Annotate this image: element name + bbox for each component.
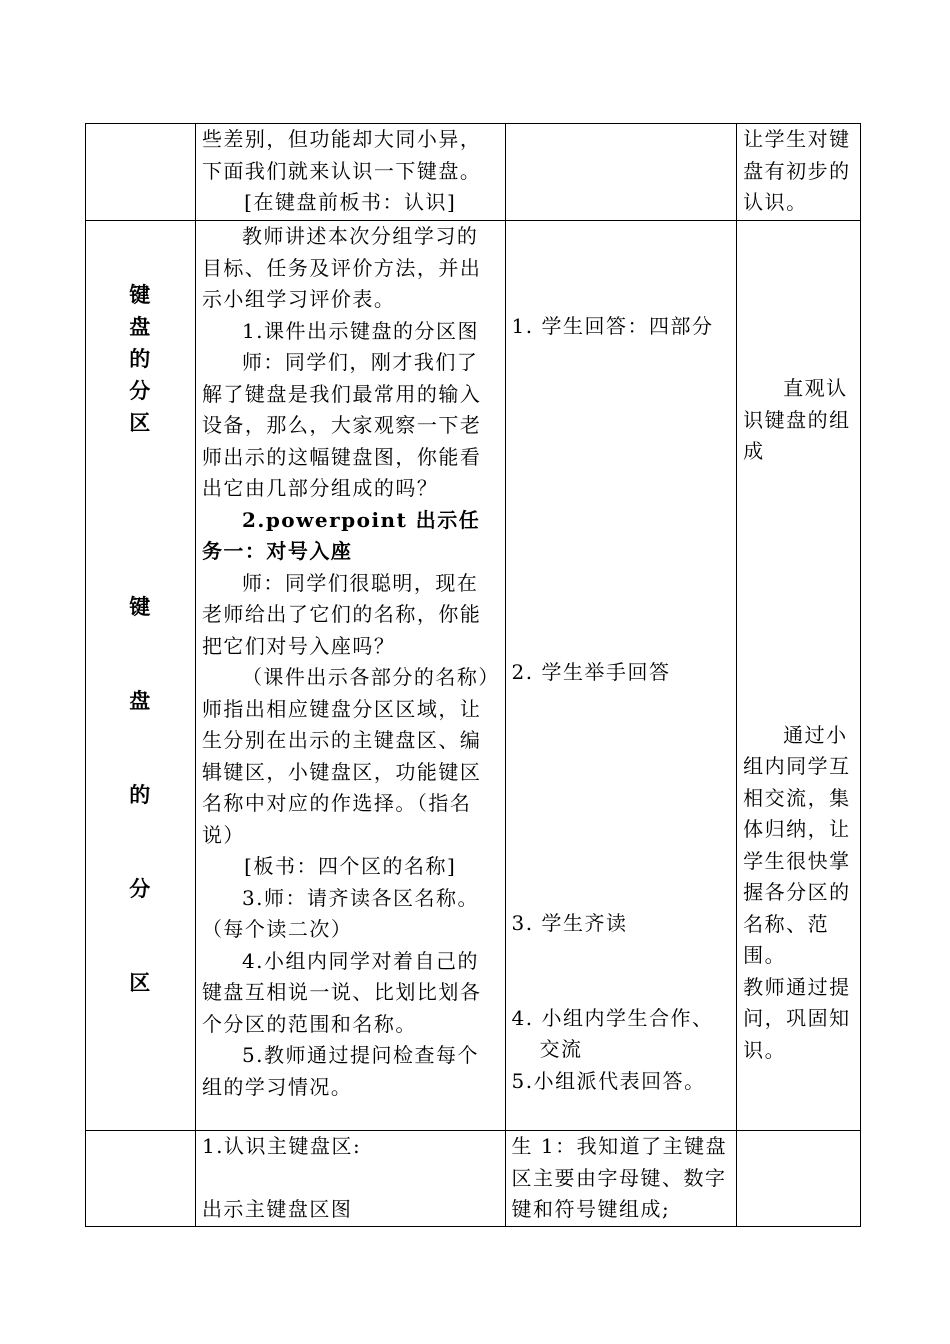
task-heading: 2.powerpoint 出示任务一：对号入座: [201, 507, 481, 563]
table-row: [86, 221, 861, 1131]
student-response: 2. 学生举手回答: [511, 659, 671, 684]
teacher-activity-cell: [195, 124, 505, 221]
text-line: 让学生对键: [743, 127, 851, 151]
paragraph: 师：同学们，刚才我们了解了键盘是我们最常用的输入设备，那么，大家观察一下老师出示的这幅键盘图，你能看出它由几部分组成的吗？: [201, 350, 482, 500]
student-response: 1. 学生回答：四部分: [511, 314, 714, 338]
table-row: [86, 1131, 861, 1227]
stage-cell: [86, 221, 196, 1131]
student-response: 3. 学生齐读: [511, 911, 628, 935]
text-line: 1.认识主键盘区:: [201, 1134, 362, 1158]
design-intent-cell: [737, 221, 861, 1131]
student-response: 生 1：我知道了主键盘区主要由字母键、数字键和符号键组成;: [511, 1134, 728, 1221]
stage-label-bottom: 键 盘 的 分 区: [129, 594, 152, 995]
board-note: [板书：四个区的名称]: [244, 854, 457, 878]
student-activity-cell: [505, 124, 737, 221]
text-line: 出示主键盘区图: [201, 1197, 353, 1221]
text-line: 认识。: [743, 190, 808, 214]
paragraph: 教师讲述本次分组学习的目标、任务及评价方法，并出示小组学习评价表。: [201, 224, 482, 311]
paragraph: 1.课件出示键盘的分区图: [241, 318, 480, 343]
student-response: 5.小组派代表回答。: [511, 1068, 706, 1093]
text-line: 下面我们就来认识一下键盘。: [201, 158, 482, 183]
paragraph: （课件出示各部分的名称）师指出相应键盘分区区域，让生分别在出示的主键盘区、编辑键区，小键盘区，功能键区名称中对应的作选择。（指名说）: [201, 665, 490, 847]
stage-label-top: 键 盘 的 分 区: [129, 282, 152, 435]
paragraph: 5.教师通过提问检查每个组的学习情况。: [201, 1043, 480, 1099]
teacher-activity-cell: [195, 221, 505, 1131]
paragraph: 师：同学们很聪明，现在老师给出了它们的名称，你能把它们对号入座吗？: [201, 570, 482, 658]
design-intent-cell: [737, 124, 861, 221]
intent-text: 直观认识键盘的组成: [743, 376, 851, 463]
paragraph: 3.师：请齐读各区名称。（每个读二次）: [201, 885, 480, 941]
student-activity-cell: [505, 221, 737, 1131]
paragraph: 4.小组内同学对着自己的键盘互相说一说、比划比划各个分区的范围和名称。: [201, 948, 482, 1036]
board-note: [在键盘前板书：认识]: [244, 190, 457, 214]
teacher-activity-cell: [195, 1131, 505, 1227]
stage-cell: [86, 1131, 196, 1227]
table-row: [86, 124, 861, 221]
intent-text: 通过小组内同学互相交流，集体归纳，让学生很快掌握各分区的名称、范围。: [743, 722, 851, 967]
student-response: 4. 小组内学生合作、交流: [511, 1005, 714, 1061]
text-line: 盘有初步的: [743, 158, 851, 183]
lesson-plan-table: [85, 123, 861, 1227]
text-line: 些差别，但功能却大同小异，: [201, 127, 482, 151]
student-activity-cell: [505, 1131, 737, 1227]
design-intent-cell: [737, 1131, 861, 1227]
intent-text: 教师通过提问，巩固知识。: [743, 974, 851, 1062]
stage-cell: [86, 124, 196, 221]
